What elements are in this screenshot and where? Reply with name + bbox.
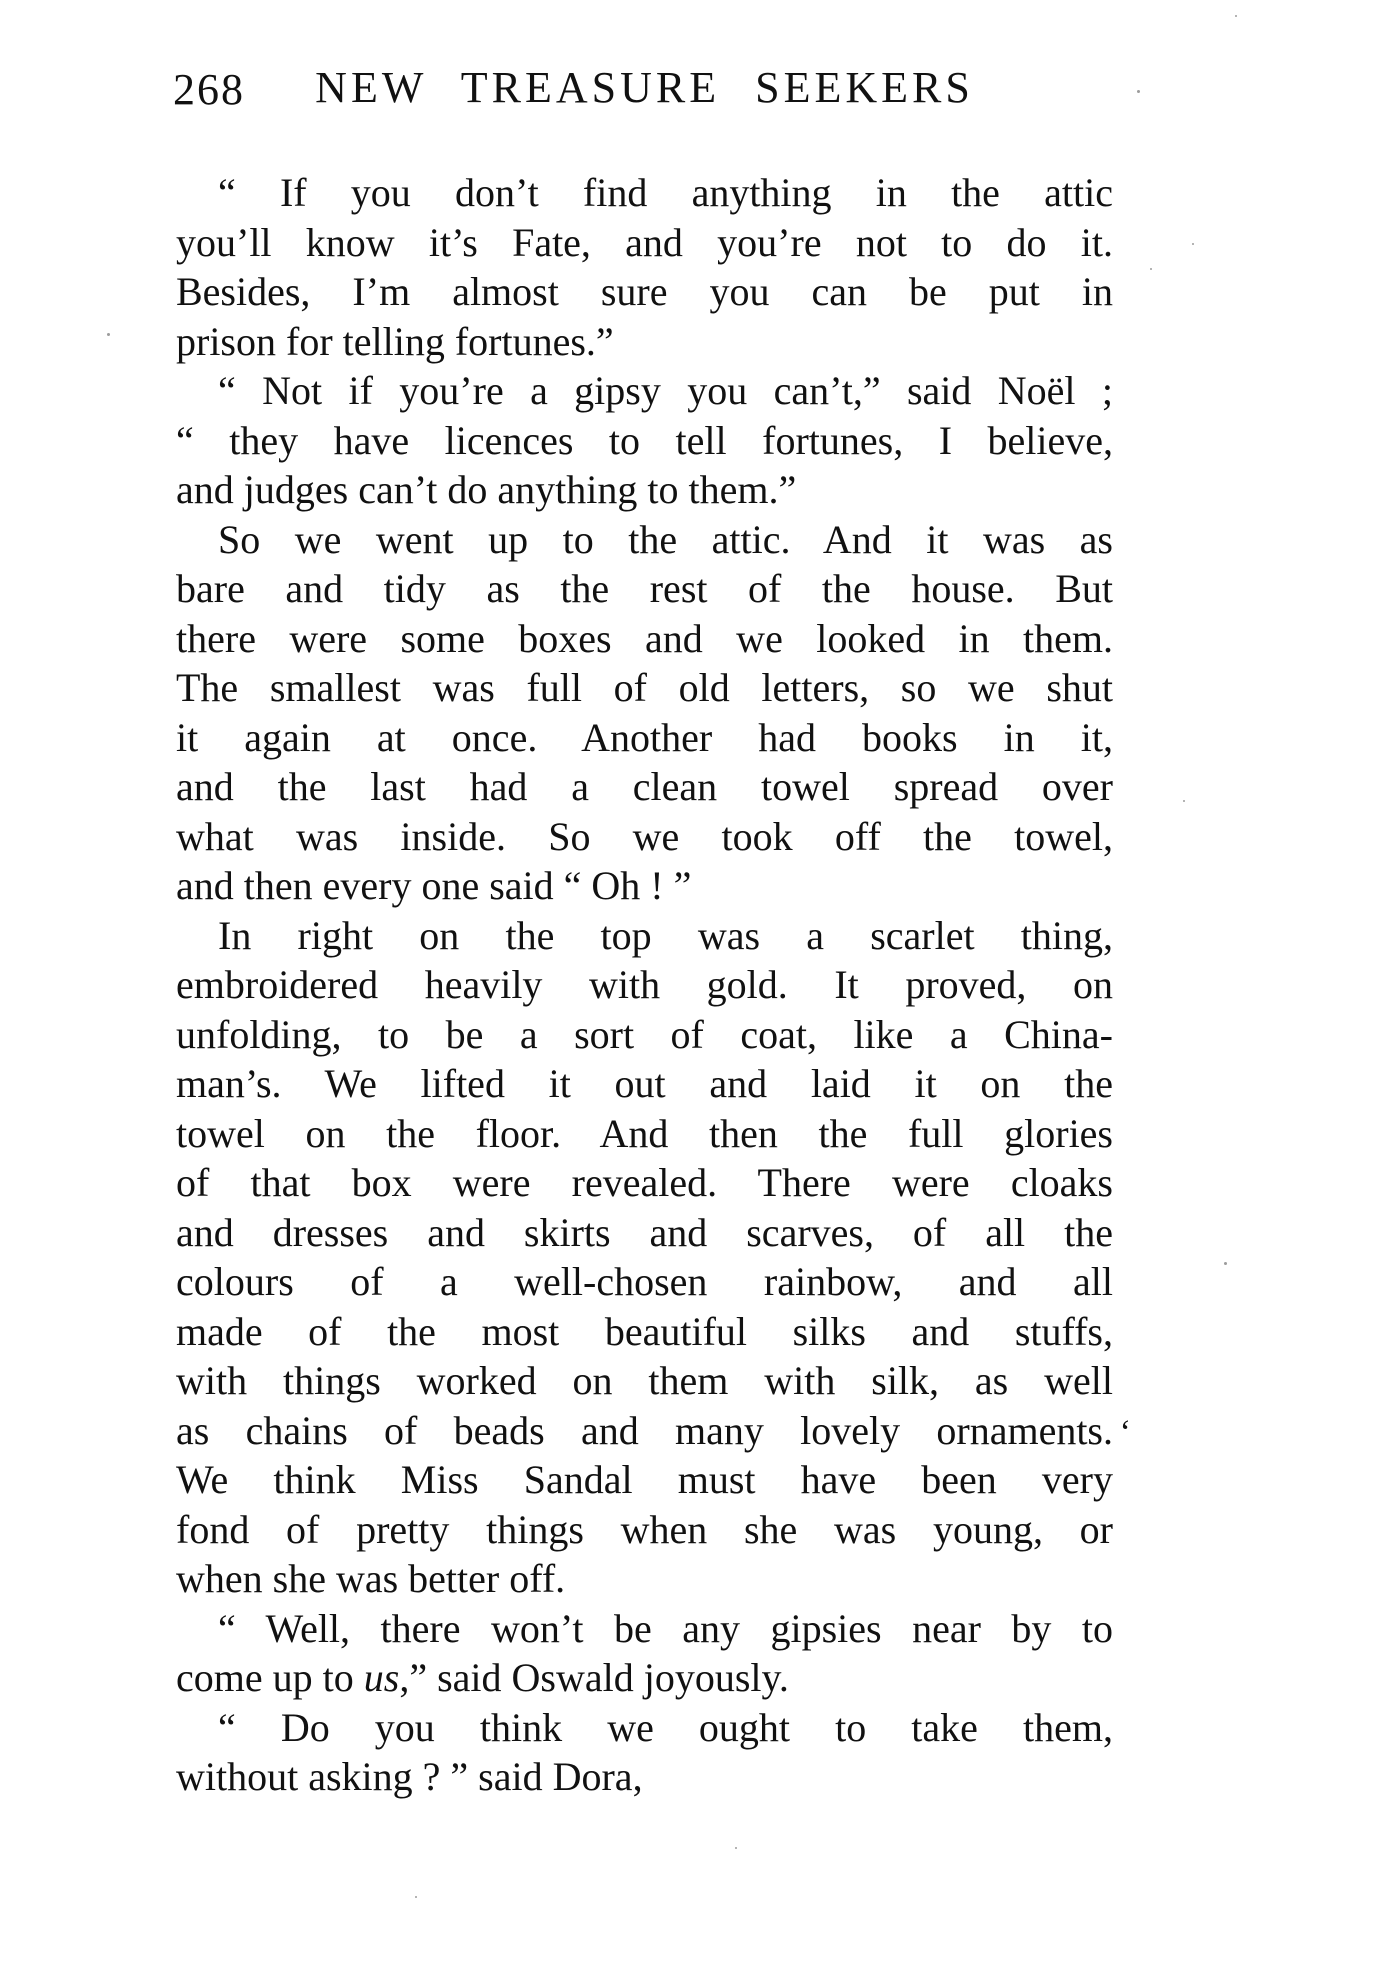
text-line: “ If you don’t find anything in the attic: [218, 170, 1113, 215]
scan-speck: [735, 1847, 737, 1849]
text-segment: ,” said Oswald joyously.: [399, 1655, 789, 1700]
running-title: NEW TREASURE SEEKERS: [315, 63, 974, 112]
scan-speck: [415, 1896, 417, 1898]
text-line: In right on the top was a scarlet thing,: [218, 912, 1113, 958]
text-line: [176, 1406, 1131, 1456]
text-line: fond of pretty things when she was young, or: [176, 1506, 1113, 1552]
text-segment: come up to: [176, 1655, 364, 1700]
text-line: and judges can’t do anything to them.”: [176, 467, 797, 512]
text-line: what was inside. So we took off the towel,: [176, 813, 1113, 859]
text-line: and dresses and skirts and scarves, of all the: [176, 1209, 1113, 1255]
text-line: when she was better off.: [176, 1556, 566, 1601]
page-number: 268: [173, 65, 245, 114]
text-line: So we went up to the attic. And it was as: [218, 516, 1113, 562]
text-line: man’s. We lifted it out and laid it on the: [176, 1061, 1113, 1106]
text-line: with things worked on them with silk, as well: [176, 1358, 1113, 1403]
scan-speck: [1224, 1262, 1227, 1265]
text-line: bare and tidy as the rest of the house. But: [176, 566, 1113, 611]
text-line: of that box were revealed. There were cloaks: [176, 1160, 1113, 1205]
text-line-content: as chains of beads and many lovely ornaments.: [176, 1407, 1113, 1453]
text-line: towel on the floor. And then the full glories: [176, 1110, 1113, 1156]
body-text: [176, 168, 1131, 1802]
text-line: unfolding, to be a sort of coat, like a China-: [176, 1011, 1113, 1057]
text-line: and then every one said “ Oh ! ”: [176, 863, 692, 908]
text-line: made of the most beautiful silks and stuffs,: [176, 1308, 1113, 1354]
text-line: Besides, I’m almost sure you can be put in: [176, 269, 1113, 314]
scan-speck: [1235, 15, 1237, 17]
text-line: “ they have licences to tell fortunes, I believe,: [176, 417, 1113, 463]
text-line: [176, 1653, 1113, 1703]
text-line: We think Miss Sandal must have been very: [176, 1457, 1113, 1502]
text-line: without asking ? ” said Dora,: [176, 1754, 643, 1799]
text-line: “ Well, there won’t be any gipsies near by to: [218, 1605, 1113, 1651]
text-line: “ Do you think we ought to take them,: [218, 1704, 1113, 1750]
scan-speck: [1192, 243, 1194, 245]
scan-speck: [1137, 90, 1140, 93]
text-segment-italic: us: [363, 1655, 400, 1700]
scan-speck: [107, 333, 110, 336]
text-line: you’ll know it’s Fate, and you’re not to do it.: [176, 219, 1113, 265]
scan-artifact-mark: ‘: [1119, 1413, 1131, 1451]
text-line: “ Not if you’re a gipsy you can’t,” said Noël ;: [218, 368, 1113, 413]
text-line: The smallest was full of old letters, so we shut: [176, 665, 1113, 710]
text-line: prison for telling fortunes.”: [176, 318, 614, 364]
text-line: and the last had a clean towel spread over: [176, 764, 1113, 809]
text-line: embroidered heavily with gold. It proved, on: [176, 962, 1113, 1007]
text-line: colours of a well-chosen rainbow, and all: [176, 1259, 1113, 1304]
scan-speck: [1183, 800, 1185, 802]
text-line: there were some boxes and we looked in them.: [176, 615, 1113, 661]
text-line: it again at once. Another had books in it,: [176, 714, 1113, 760]
scan-speck: [1150, 268, 1152, 270]
